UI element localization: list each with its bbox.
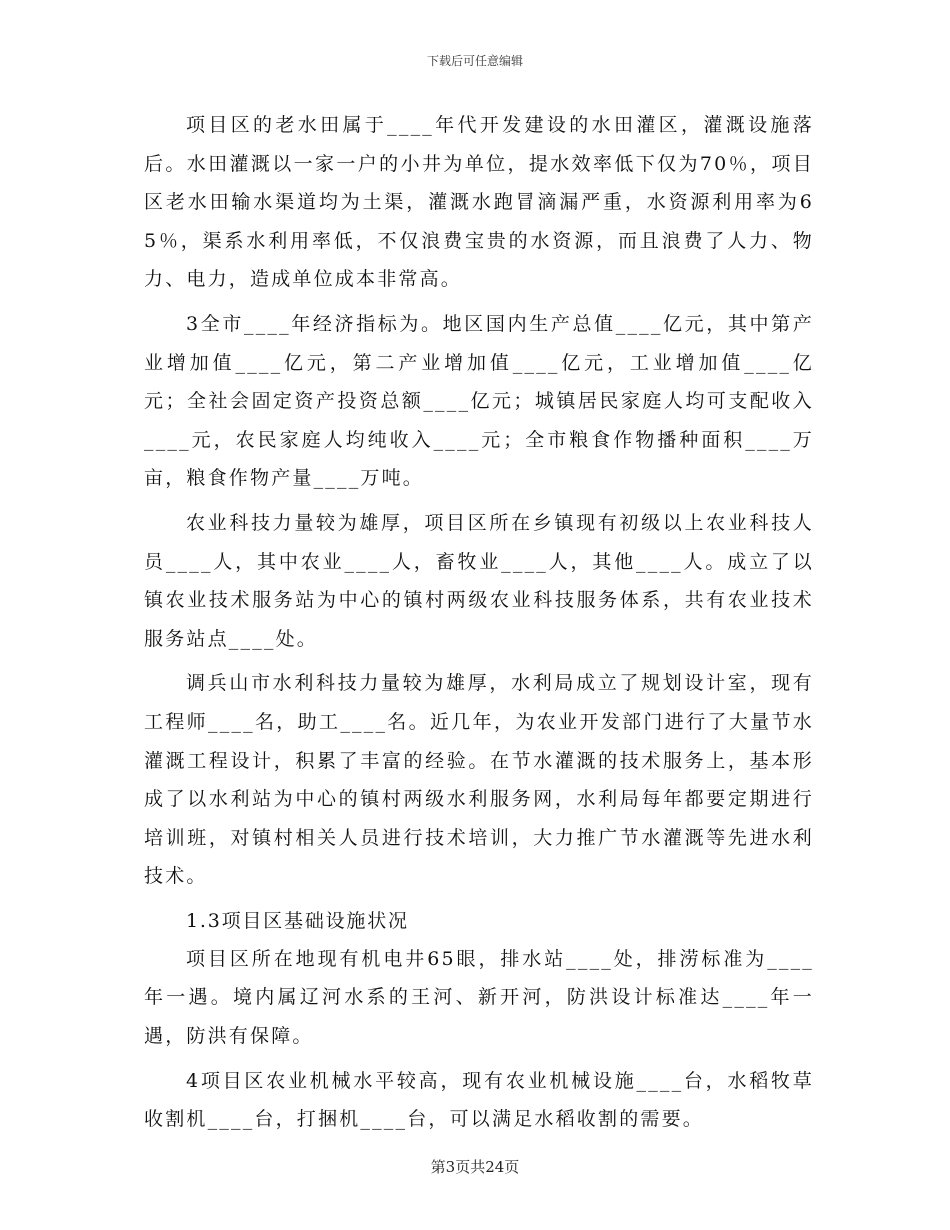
document-body — [144, 106, 814, 1145]
section-heading-infrastructure: 1.3项目区基础设施状况 — [186, 909, 409, 932]
page-header: 下载后可任意编辑 — [426, 54, 523, 68]
paragraph-economic-indicators: 3全市____年经济指标为。地区国内生产总值____亿元，其中第产业增加值____亿元，第二产业增加值____亿元，工业增加值____亿元；全社会固定资产投资总额____亿元；城镇居民家庭人均可支配收入____元，农民家庭人均纯收入____元；全市粮食作物播种面积____万亩，粮食作物产量____万吨。 — [144, 312, 814, 490]
paragraph-agri-machinery: 4项目区农业机械水平较高，现有农业机械设施____台，水稻牧草收割机____台，打捆机____台，可以满足水稻收割的需要。 — [144, 1069, 814, 1131]
paragraph-agri-tech-staff: 农业科技力量较为雄厚，项目区所在乡镇现有初级以上农业科技人员____人，其中农业____人，畜牧业____人，其他____人。成立了以镇农业技术服务站为中心的镇村两级农业科技服务体系，共有农业技术服务站点____处。 — [144, 511, 814, 650]
page-footer: 第3页共24页 — [430, 1158, 520, 1176]
paragraph-water-conservancy-tech: 调兵山市水利科技力量较为雄厚，水利局成立了规划设计室，现有工程师____名，助工____名。近几年，为农业开发部门进行了大量节水灌溉工程设计，积累了丰富的经验。在节水灌溉的技术服务上，基本形成了以水利站为中心的镇村两级水利服务网，水利局每年都要定期进行培训班，对镇村相关人员进行技术培训，大力推广节水灌溉等先进水利技术。 — [144, 672, 814, 888]
paragraph-old-paddy-fields: 项目区的老水田属于____年代开发建设的水田灌区，灌溉设施落后。水田灌溉以一家一户的小井为单位，提水效率低下仅为70％，项目区老水田输水渠道均为土渠，灌溉水跑冒滴漏严重，水资源利用率为65％，渠系水利用率低，不仅浪费宝贵的水资源，而且浪费了人力、物力、电力，造成单位成本非常高。 — [144, 114, 814, 291]
paragraph-wells-and-flood-control: 项目区所在地现有机电井65眼，排水站____处，排涝标准为____年一遇。境内属辽河水系的王河、新开河，防洪设计标准达____年一遇，防洪有保障。 — [144, 947, 814, 1048]
